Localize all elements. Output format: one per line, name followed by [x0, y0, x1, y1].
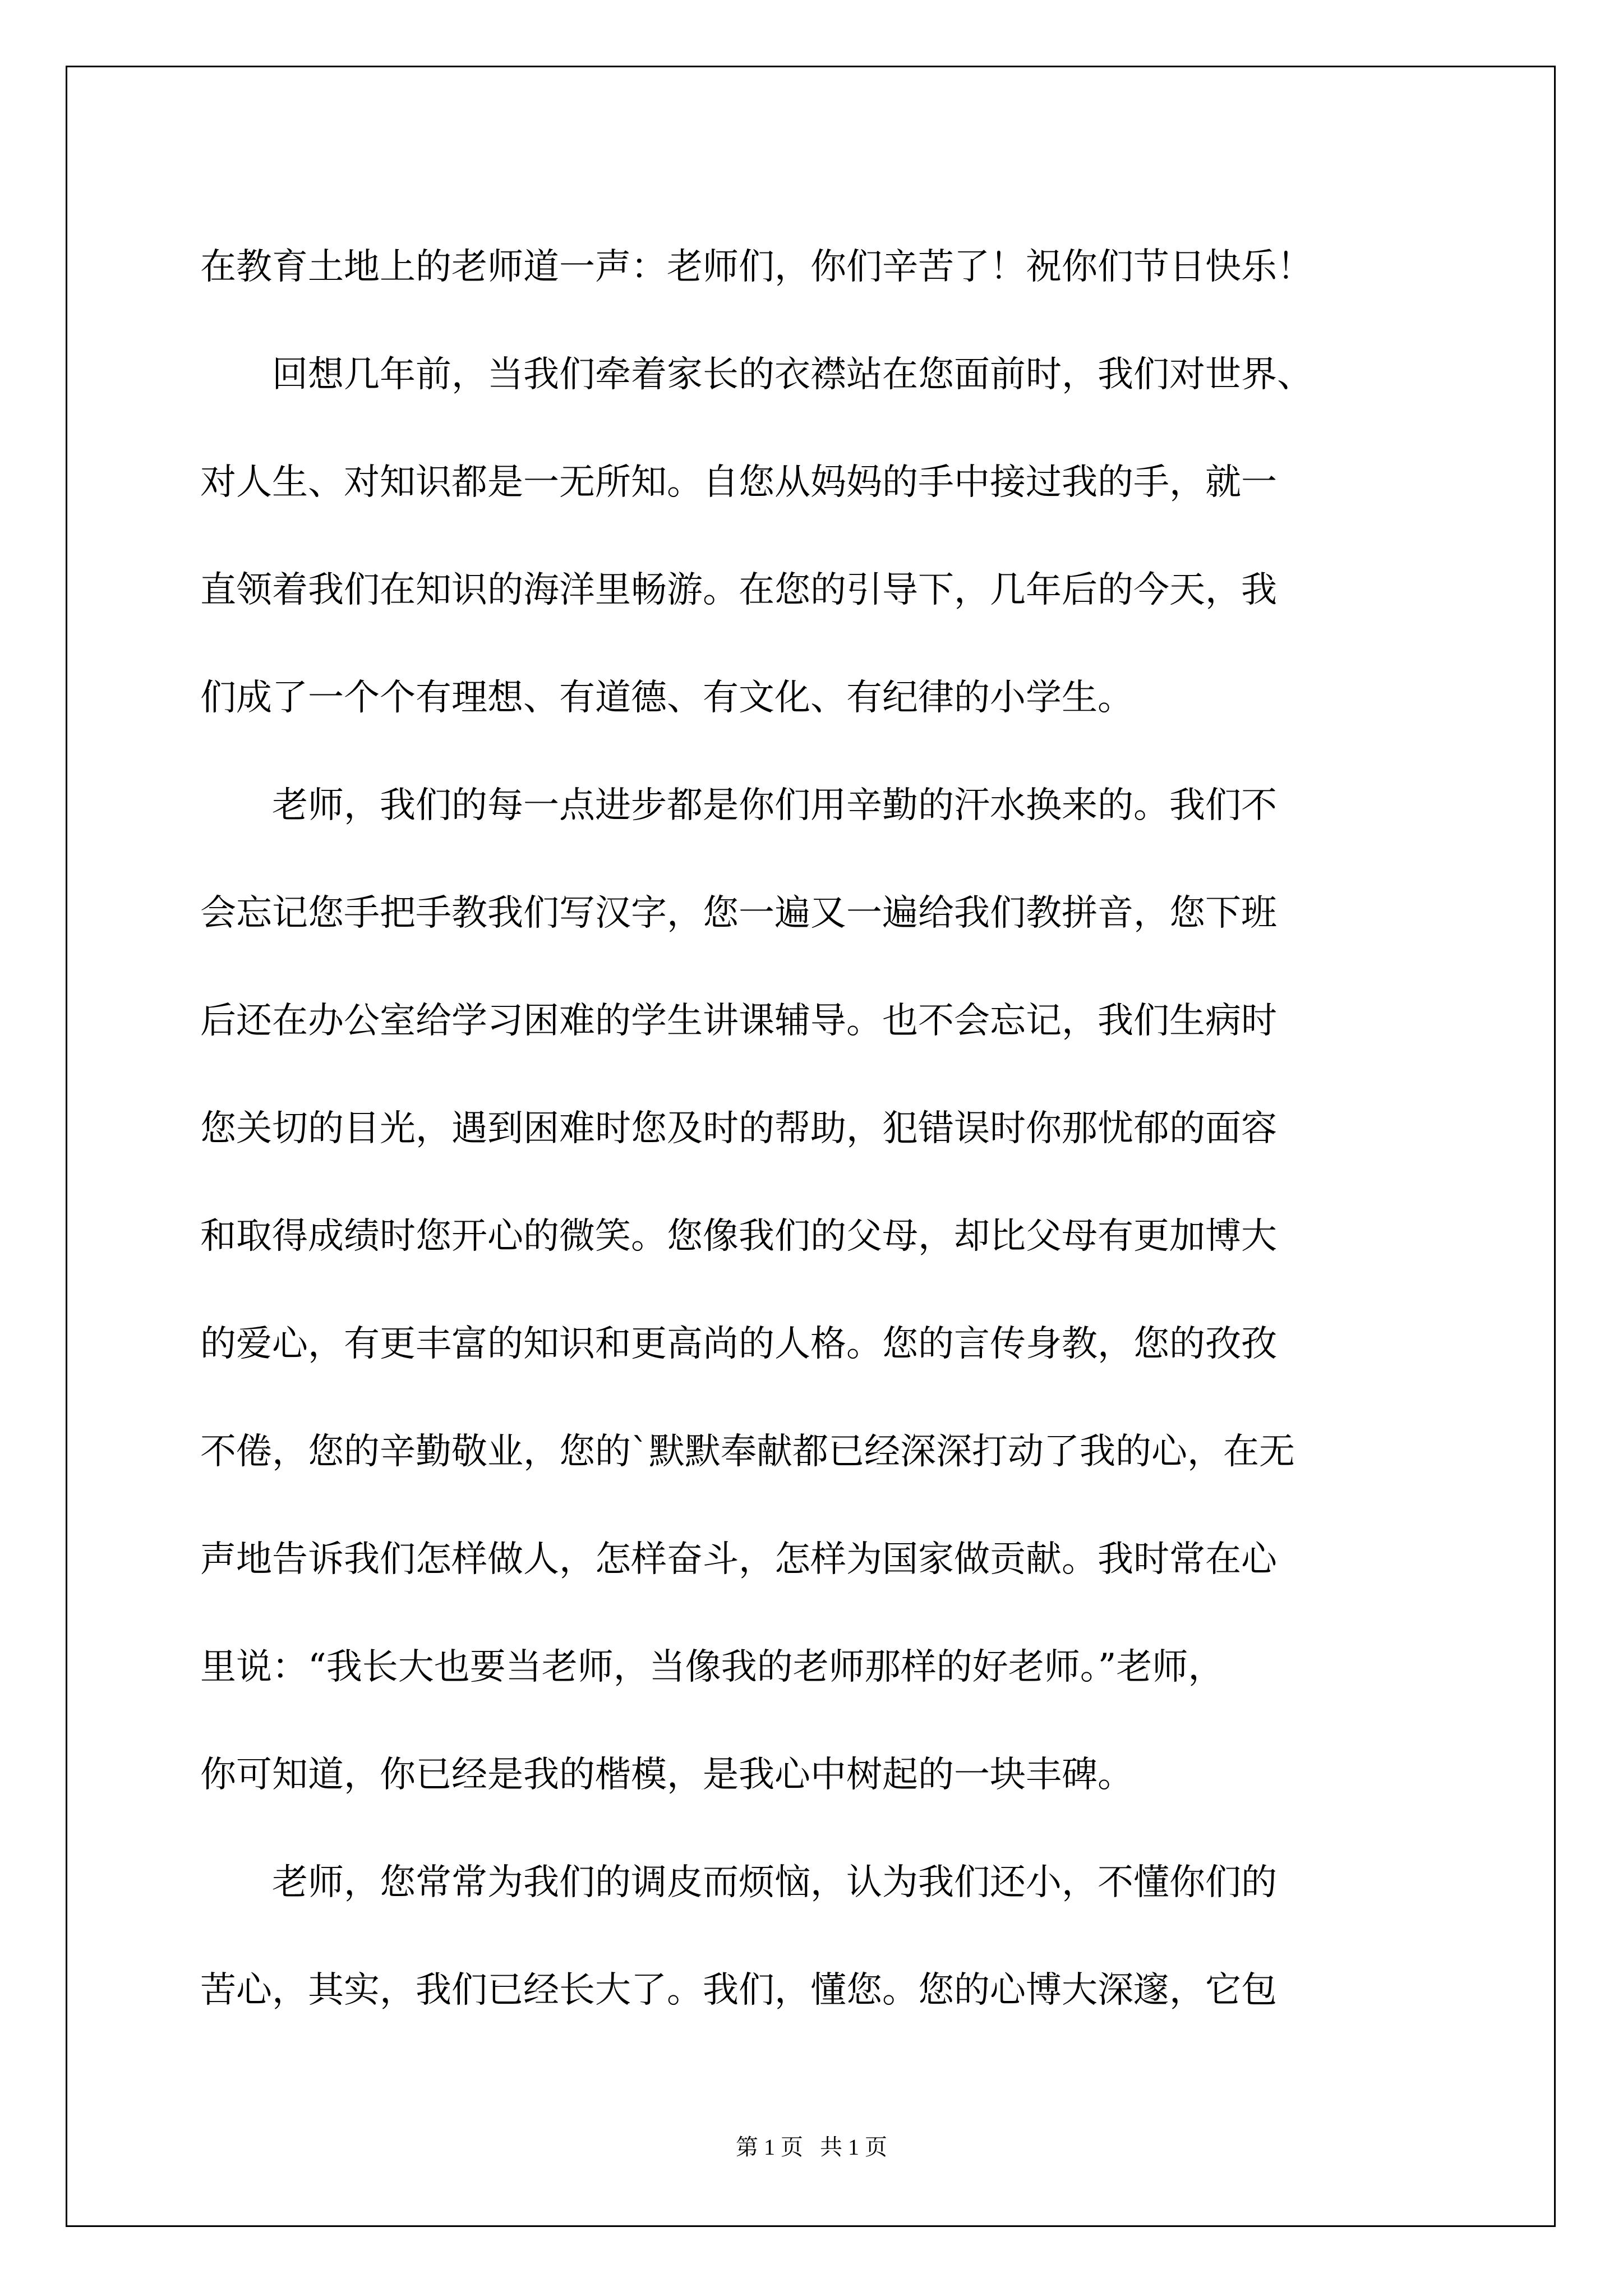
text-line: 的爱心，有更丰富的知识和更高尚的人格。您的言传身教，您的孜孜 — [200, 1323, 1277, 1365]
text-line: 对人生、对知识都是一无所知。自您从妈妈的手中接过我的手，就一 — [200, 462, 1277, 503]
page-number-footer: 第 1 页 共 1 页 — [736, 2134, 887, 2160]
text-line: 老师，我们的每一点进步都是你们用辛勤的汗水换来的。我们不 — [200, 785, 1277, 826]
text-line: 后还在办公室给学习困难的学生讲课辅导。也不会忘记，我们生病时 — [200, 1000, 1277, 1042]
text-line: 声地告诉我们怎样做人，怎样奋斗，怎样为国家做贡献。我时常在心 — [200, 1539, 1277, 1580]
text-line: 和取得成绩时您开心的微笑。您像我们的父母，却比父母有更加博大 — [200, 1216, 1277, 1257]
text-line: 直领着我们在知识的海洋里畅游。在您的引导下，几年后的今天，我 — [200, 569, 1277, 611]
text-line: 您关切的目光，遇到困难时您及时的帮助，犯错误时你那忧郁的面容 — [200, 1108, 1277, 1149]
text-line: 们成了一个个有理想、有道德、有文化、有纪律的小学生。 — [200, 677, 1133, 719]
text-line: 在教育土地上的老师道一声：老师们，你们辛苦了！祝你们节日快乐！ — [200, 246, 1313, 288]
text-line: 苦心，其实，我们已经长大了。我们，懂您。您的心博大深邃，它包 — [200, 1970, 1277, 2011]
text-line: 老师，您常常为我们的调皮而烦恼，认为我们还小，不懂你们的 — [200, 1862, 1277, 1903]
text-line: 你可知道，你已经是我的楷模，是我心中树起的一块丰碑。 — [200, 1754, 1133, 1796]
text-line: 回想几年前，当我们牵着家长的衣襟站在您面前时，我们对世界、 — [200, 354, 1313, 395]
text-line: 里说：“我长大也要当老师，当像我的老师那样的好老师。”老师， — [200, 1646, 1224, 1688]
document-body — [200, 213, 1420, 2044]
text-line: 不倦，您的辛勤敬业，您的`默默奉献都已经深深打动了我的心，在无 — [200, 1431, 1295, 1473]
text-line: 会忘记您手把手教我们写汉字，您一遍又一遍给我们教拼音，您下班 — [200, 892, 1277, 934]
